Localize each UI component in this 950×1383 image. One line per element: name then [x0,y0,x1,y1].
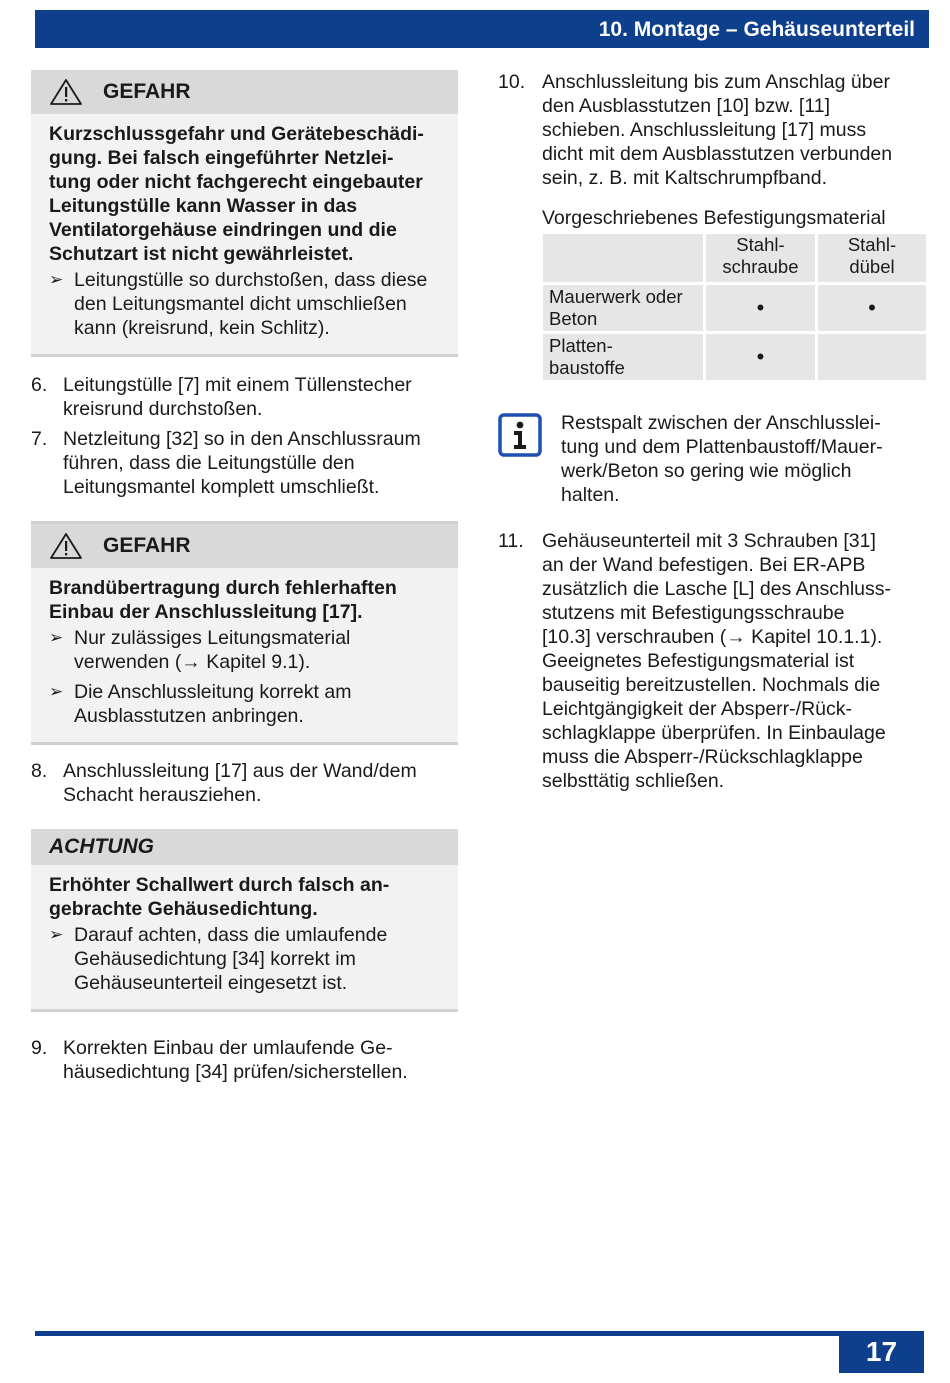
text-line: schraube [722,256,799,277]
text-line: Gehäuseunterteil mit 3 Schrauben [31] [542,530,876,552]
text-line: [10.3] verschrauben (→ Kapitel 10.1.1). [542,626,883,648]
notice-title: ACHTUNG [49,835,154,858]
notice-body [31,114,458,354]
step-number: 9. [31,1037,48,1059]
text-line: baustoffe [549,357,625,378]
step-10 [498,70,929,190]
text-line: muss die Absperr-/Rückschlagklappe [542,746,863,768]
step-8 [31,759,458,807]
text-line: Schacht herausziehen. [63,784,262,806]
info-note [498,411,929,507]
arrowhead-bullet-icon: ➢ [49,270,64,289]
step-6 [31,373,458,421]
table-row [543,285,926,331]
text-line: häusedichtung [34] prüfen/sicherstellen. [63,1061,408,1083]
table-header-row [543,234,926,282]
text-line: Stahl- [736,234,785,255]
text-line: den Ausblasstutzen [10] bzw. [11] [542,95,830,117]
text-line: dübel [849,256,895,277]
left-column [31,70,458,1084]
text-line: Die Anschlussleitung korrekt am [74,681,352,703]
text-line: Leichtgängigkeit der Absperr-/Rück- [542,698,852,720]
text-line: Ausblasstutzen anbringen. [74,705,304,727]
text-line: werk/Beton so gering wie möglich [561,460,852,482]
notice-bold-text [49,873,448,921]
text-line: Gehäusedichtung [34] korrekt im [74,948,356,970]
step-number: 6. [31,374,48,396]
table-corner-cell [543,234,703,282]
text-line: Leitungstülle so durchstoßen, dass diese [74,269,428,291]
text-line: Darauf achten, dass die umlaufende [74,924,388,946]
table-row [543,334,926,380]
step-number: 10. [498,71,526,93]
text-line: Brandübertragung durch fehlerhaften [49,577,397,599]
text-line: Stahl- [847,234,897,255]
text-line: Netzleitung [32] so in den Anschlussraum [63,428,421,450]
text-line: Schutzart ist nicht gewährleistet. [49,243,354,265]
text-line: an der Wand befestigen. Bei ER-APB [542,554,866,576]
arrowhead-bullet-icon: ➢ [49,628,64,647]
text-line: tung oder nicht fachgerecht eingebauter [49,171,423,193]
text-line: den Leitungsmantel dicht umschließen [74,293,407,315]
text-line: zusätzlich die Lasche [L] des Anschluss- [542,578,892,600]
text-line: Nur zulässiges Leitungsmaterial [74,627,351,649]
warning-triangle-icon [49,78,83,106]
text-line: Kurzschlussgefahr und Gerätebeschädi- [49,123,424,145]
step-7 [31,427,458,499]
notice-title: GEFAHR [103,80,191,103]
step-number: 7. [31,428,48,450]
text-line: Korrekten Einbau der umlaufende Ge- [63,1037,393,1059]
text-line: dicht mit dem Ausblasstutzen verbunden [542,143,893,165]
column-header-steel-dowel [818,234,926,282]
header-bar [35,10,929,48]
danger-notice-short-circuit [31,70,458,357]
text-line: sein, z. B. mit Kaltschrumpfband. [542,167,828,189]
step-11 [498,529,929,793]
footer-rule [35,1331,839,1336]
text-line: tung und dem Plattenbaustoff/Mauer- [561,436,883,458]
table-cell-mark: • [706,334,815,380]
table-caption: Vorgeschriebenes Befestigungsmaterial [542,207,886,229]
text-line: halten. [561,484,620,506]
text-line: stutzens mit Befestigungsschraube [542,602,845,624]
text-line: Leitungstülle [7] mit einem Tüllenstecher [63,374,412,396]
notice-header [31,70,458,114]
step-number: 11. [498,530,524,552]
text-line: selbsttätig schließen. [542,770,725,792]
text-line: Erhöhter Schallwert durch falsch an- [49,874,390,896]
text-line: Anschlussleitung [17] aus der Wand/dem [63,760,417,782]
text-line: Mauerwerk oder [549,286,683,307]
right-column [498,70,929,793]
row-header-masonry [543,285,703,331]
text-line: Beton [549,308,598,329]
table-cell-mark [818,334,926,380]
notice-bullet [49,268,448,340]
text-line: Einbau der Anschlussleitung [17]. [49,601,363,623]
notice-bullet [49,923,448,995]
text-line: gung. Bei falsch eingeführter Netzlei- [49,147,394,169]
warning-triangle-icon [49,532,83,560]
text-line: kreisrund durchstoßen. [63,398,263,420]
text-line: verwenden (→ Kapitel 9.1). [74,651,311,673]
notice-header [31,524,458,568]
notice-body [31,568,458,742]
text-line: kann (kreisrund, kein Schlitz). [74,317,330,339]
notice-bullet [49,626,448,674]
page-number: 17 [839,1331,924,1373]
info-icon [498,413,542,457]
attention-notice [31,829,458,1012]
step-number: 8. [31,760,48,782]
notice-bold-text [49,576,448,624]
arrowhead-bullet-icon: ➢ [49,682,64,701]
text-line: Restspalt zwischen der Anschlusslei- [561,412,881,434]
text-line: schlagklappe überprüfen. In Einbaulage [542,722,886,744]
text-line: führen, dass die Leitungstülle den [63,452,355,474]
notice-title: GEFAHR [103,534,191,557]
row-header-panel-material [543,334,703,380]
notice-bold-text [49,122,448,266]
step-9 [31,1036,458,1084]
notice-body [31,865,458,1009]
text-line: gebrachte Gehäusedichtung. [49,898,318,920]
column-header-steel-screw [706,234,815,282]
text-line: Leitungstülle kann Wasser in das [49,195,358,217]
text-line: Geeignetes Befestigungsmaterial ist [542,650,855,672]
danger-notice-fire [31,521,458,745]
chapter-title: 10. Montage – Gehäuseunterteil [598,18,915,41]
text-line: Anschlussleitung bis zum Anschlag über [542,71,890,93]
notice-header [31,829,458,865]
text-line: Gehäuseunterteil eingesetzt ist. [74,972,348,994]
text-line: bauseitig bereitzustellen. Nochmals die [542,674,881,696]
text-line: Platten- [549,335,613,356]
text-line: Ventilatorgehäuse eindringen und die [49,219,397,241]
arrowhead-bullet-icon: ➢ [49,925,64,944]
table-cell-mark: • [706,285,815,331]
notice-bullet [49,680,448,728]
text-line: Leitungsmantel komplett umschließt. [63,476,380,498]
fastening-material-table [540,231,929,383]
text-line: schieben. Anschlussleitung [17] muss [542,119,867,141]
table-cell-mark: • [818,285,926,331]
